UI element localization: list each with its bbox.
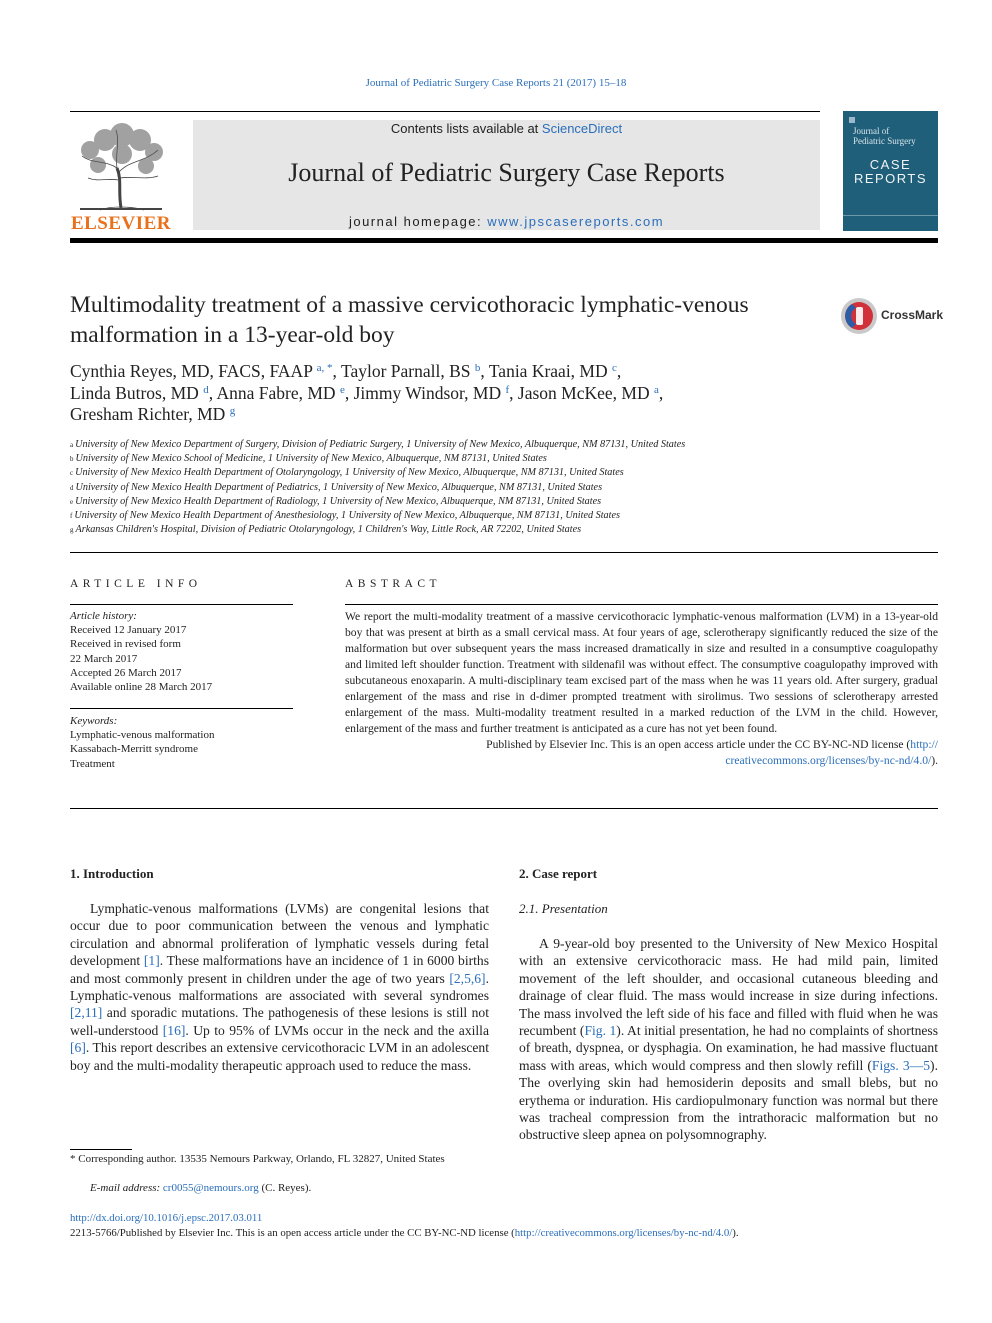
crossmark-icon[interactable] xyxy=(840,297,878,335)
journal-citation[interactable]: Journal of Pediatric Surgery Case Reports 21 (2017) 15–18 xyxy=(365,77,627,89)
doi-line xyxy=(70,1212,938,1224)
keyword: Lymphatic-venous malformation xyxy=(70,729,215,742)
presentation-subheading: 2.1. Presentation xyxy=(519,901,608,916)
case-report-heading: 2. Case report xyxy=(519,866,598,881)
affiliation: $^f$ University of New Mexico Health Department of Anesthesiology, 1 University of New Mexico, Albuquerque, NM 87131, United States xyxy=(70,510,620,521)
doi-link[interactable]: http://dx.doi.org/10.1016/j.epsc.2017.03.011 xyxy=(70,1212,263,1224)
author[interactable]: Linda Butros, MD xyxy=(70,382,199,403)
intro-paragraph: Lymphatic-venous malformations (LVMs) are congenital lesions that occur due to poor communication between the venous and lymphatic circulation and abnormal proliferation of lymphatic vessels during fetal development [1]. These malformations have an incidence of 1 in 6000 births and most commonly present in children under the age of two years [2,5,6]. Lymphatic-venous malformations are associated with several syndromes [2,11] and sporadic mutations. The pathogenesis of these lesions is still not well-understood [16]. Up to 95% of LVMs occur in the neck and the axilla [6]. This report describes an extensive cervicothoracic LVM in an adolescent boy and the multi-modality therapeutic approach used to reduce the mass. xyxy=(70,901,489,1073)
keywords-rule xyxy=(70,708,293,709)
cover-divider xyxy=(843,215,938,216)
affiliation: $^b$ University of New Mexico School of Medicine, 1 University of New Mexico, Albuquerque, NM 87131, United States xyxy=(70,453,547,464)
author[interactable]: Taylor Parnall, BS xyxy=(340,361,471,381)
cover-small-title: Journal of Pediatric Surgery xyxy=(853,126,916,146)
author-affil-ref[interactable]: a, * xyxy=(316,362,333,374)
sciencedirect-link[interactable]: ScienceDirect xyxy=(541,121,623,136)
header-rule xyxy=(70,111,820,112)
contents-line: Contents lists available at ScienceDirect xyxy=(390,121,623,136)
article-history: Article history: Received 12 January 2017 Received in revised form 22 March 2017 Accepted 26 March 2017 Available online 28 March 2017 xyxy=(70,610,213,694)
section-rule xyxy=(70,552,938,553)
reference-link[interactable]: [2,5,6] xyxy=(449,970,486,986)
author[interactable]: Tania Kraai, MD xyxy=(488,361,608,381)
cover-big-title: CASE REPORTS xyxy=(853,157,928,186)
author-affil-ref[interactable]: c xyxy=(612,362,617,374)
affiliation: $^a$ University of New Mexico Department of Surgery, Division of Pediatric Surgery, 1 University of New Mexico, Albuquerque, NM 87131, United States xyxy=(70,439,686,450)
author-affil-ref[interactable]: g xyxy=(229,405,236,417)
author[interactable]: Jimmy Windsor, MD xyxy=(353,382,502,403)
header-thick-rule xyxy=(70,238,938,243)
journal-name: Journal of Pediatric Surgery Case Reports xyxy=(288,158,725,187)
author[interactable]: Cynthia Reyes, MD, FACS, FAAP xyxy=(70,361,313,381)
abstract-bottom-rule xyxy=(70,808,938,809)
keyword: Kassabach-Merritt syndrome xyxy=(70,743,198,756)
author-affil-ref[interactable]: e xyxy=(339,383,345,396)
author[interactable]: Anna Fabre, MD xyxy=(216,382,336,403)
footer-license-line: 2213-5766/Published by Elsevier Inc. This is an open access article under the CC BY-NC-ND license (http://creativecommons.org/licenses/by-nc-nd/4.0/). xyxy=(70,1227,739,1239)
abstract-rule xyxy=(345,604,938,605)
reference-link[interactable]: [1] xyxy=(143,953,160,969)
elsevier-wordmark: ELSEVIER xyxy=(70,213,172,234)
article-title: Multimodality treatment of a massive cervicothoracic lymphatic-venous malformation in a 13-year-old boy xyxy=(70,292,749,348)
homepage-link[interactable]: www.jpscasereports.com xyxy=(487,214,665,229)
author[interactable]: Jason McKee, MD xyxy=(517,382,650,403)
license-link[interactable]: http:// xyxy=(910,738,938,751)
keywords: Keywords: Lymphatic-venous malformation Kassabach-Merritt syndrome Treatment xyxy=(70,714,293,771)
affiliation: $^c$ University of New Mexico Health Department of Otolaryngology, 1 University of New Mexico, Albuquerque, NM 87131, United States xyxy=(70,467,624,478)
abstract-body: We report the multi-modality treatment of a massive cervicothoracic lymphatic-venous malformation (LVM) in a 13-year-old boy that was present at birth as a small cervical mass. At four years of age, sclerotherapy significantly reduced the size of the malformation but over subsequent years the mass increased dramatically in size and resulted in a consumptive coagulopathy and limited left shoulder function. Treatment with sildenafil was without effect. The consumptive coagulopathy improved with subcutaneous enoxaparin. A multi-disciplinary team excised part of the mass when he was 11 years old. After surgery, gradual enlargement of the mass and rise in d-dimer prompted treatment with sirolimus. Two sessions of sclerotherapy arrested enlargement of the mass. Multi-modality treatment resulted in a marked reduction of the LVM in the child. However, enlargement of the mass and further treatment is anticipated as a cure has not yet been found. Published by Elsevier Inc. This is an open access article under the CC BY-NC-ND license (http:// creativecommons.org/licenses/by-nc-nd/4.0/). xyxy=(345,610,938,767)
footer-license-link[interactable]: http://creativecommons.org/licenses/by-nc-nd/4.0/ xyxy=(514,1227,733,1239)
author-affil-ref[interactable]: f xyxy=(505,383,510,396)
corresponding-author-note: * Corresponding author. 13535 Nemours Parkway, Orlando, FL 32827, United States xyxy=(70,1153,445,1165)
email-link[interactable]: cr0055@nemours.org xyxy=(162,1182,259,1194)
author-affil-ref[interactable]: d xyxy=(203,383,209,396)
journal-cover-thumbnail[interactable] xyxy=(843,111,938,231)
crossmark-label[interactable]: CrossMark xyxy=(881,308,944,322)
affiliation: $^d$ University of New Mexico Health Department of Pediatrics, 1 University of New Mexico, Albuquerque, NM 87131, United States xyxy=(70,482,603,493)
footnote-rule xyxy=(70,1149,132,1150)
figure-link[interactable]: Figs. 3—5 xyxy=(871,1057,931,1073)
reference-link[interactable]: [6] xyxy=(70,1040,86,1056)
article-info-heading: ARTICLE INFO xyxy=(70,578,202,590)
author-list: Cynthia Reyes, MD, FACS, FAAP $^{a, *}$, Taylor Parnall, BS $^b$, Tania Kraai, MD $^c$, Linda Butros, MD $^d$, Anna Fabre, MD $^e$, Jimmy Windsor, MD $^f$, Jason McKee, MD $^a$, Gresham Richter, MD $^g$ xyxy=(70,361,664,424)
homepage-line: journal homepage: www.jpscasereports.com xyxy=(348,214,665,229)
article-info-rule xyxy=(70,604,293,605)
abstract-heading: ABSTRACT xyxy=(345,578,442,590)
cover-logo-icon xyxy=(849,117,855,123)
author-affil-ref[interactable]: a xyxy=(654,383,659,396)
reference-link[interactable]: [16] xyxy=(162,1022,186,1038)
keyword: Treatment xyxy=(70,757,115,770)
presentation-paragraph: A 9-year-old boy presented to the University of New Mexico Hospital with an extensive cervicothoracic mass. He had mild pain, limited movement of the left shoulder, and occasional cutaneous bleeding and drainage of clear fluid. The mass would increase in size during infections. The mass involved the left side of his face and filled with fluid when he was recumbent (Fig. 1). At initial presentation, he had no complaints of shortness of breath, dyspnea, or dysphagia. On examination, he had massive fluctuant mass with areas, which would compress and then slowly refill (Figs. 3—5). The overlying skin had hemosiderin deposits and small blebs, but no erythema or induration. His cardiopulmonary function was normal but there was tracheal compression from the intrathoracic malformation but no obstructive sleep apnea on polysomnography. xyxy=(519,936,939,1143)
reference-link[interactable]: [2,11] xyxy=(70,1005,103,1021)
license-link[interactable]: creativecommons.org/licenses/by-nc-nd/4.0/ xyxy=(725,754,932,767)
affiliation: $^e$ University of New Mexico Health Department of Radiology, 1 University of New Mexico, Albuquerque, NM 87131, United States xyxy=(70,496,602,507)
email-note: E-mail address: cr0055@nemours.org (C. Reyes). xyxy=(90,1182,312,1194)
affiliation: $^g$ Arkansas Children's Hospital, Division of Pediatric Otolaryngology, 1 Children's Way, Little Rock, AR 72202, United States xyxy=(70,524,582,535)
author[interactable]: Gresham Richter, MD xyxy=(70,404,226,424)
intro-heading: 1. Introduction xyxy=(70,866,154,881)
figure-link[interactable]: Fig. 1 xyxy=(584,1023,617,1039)
author-affil-ref[interactable]: b xyxy=(474,362,481,374)
abstract-license: Published by Elsevier Inc. This is an open access article under the CC BY-NC-ND license (http:// creativecommons.org/licenses/by-nc-nd/4.0/). xyxy=(486,738,938,767)
